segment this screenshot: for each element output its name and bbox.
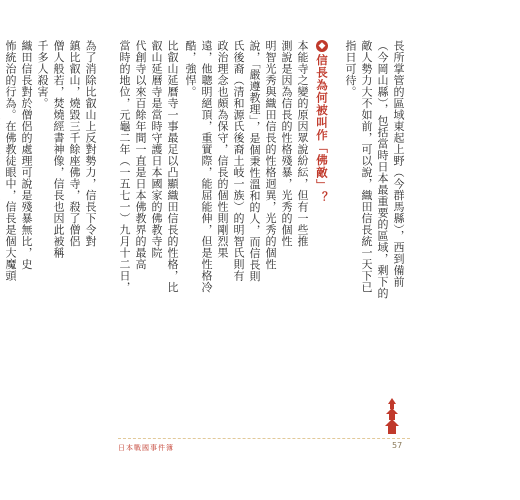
text-body (120, 40, 405, 425)
text-column: 明智光秀與織田信長的性格迥異，光秀的個性 (264, 40, 277, 270)
text-column: 鎮比叡山，燒毀三千餘座佛寺，殺了僧侶 (68, 40, 81, 247)
text-column: 怖統治的行為。在佛教徒眼中，信長是個大魔頭 (4, 40, 17, 282)
pagoda-icon (385, 398, 399, 434)
text-column: 說，「嚴遵教理」，是個秉性溫和的人，而信長則 (248, 40, 261, 282)
section-marker-icon: ◆ (316, 40, 328, 52)
text-column: 測說是因為信長的性格殘暴，光秀的個性 (280, 40, 293, 247)
footer-rule (118, 438, 410, 439)
text-column: 比叡山延曆寺一事最足以凸顯織田信長的性格，比 (166, 40, 179, 293)
text-column: 為了消除比叡山上反對勢力，信長下令對 (84, 40, 97, 247)
text-body-left (0, 40, 95, 425)
text-column: 叡山延曆寺是當時守護日本國家的佛教寺院 (150, 40, 163, 259)
text-column: 長所掌管的區域東起上野（今群馬縣），西到備前 (392, 40, 405, 288)
text-column (0, 40, 1, 425)
text-column: 千多人殺害。 (36, 40, 49, 109)
text-column: 本能寺之變的原因眾說紛紜，但有一些推 (296, 40, 309, 247)
running-footer: 日本戰國事件簿 (118, 444, 174, 452)
page-number: 57 (392, 441, 403, 450)
text-column: 酷，強悍。 (184, 40, 197, 98)
text-column: 當時的地位，元龜二年（一五七一）九月十二日， (118, 40, 131, 293)
text-column: 氏後裔（清和源氏後裔土岐一族）的明智氏則有 (232, 40, 245, 282)
text-column: 遠，他聰明絕頂，重實際，能屈能伸，但是性格冷 (200, 40, 213, 293)
text-column: （今岡山縣），包括當時日本最重要的區域，剩下的 (376, 40, 389, 299)
text-column: 政治理念也頗為保守，信長的個性則剛烈果 (216, 40, 229, 259)
section-heading: 信長為何被叫作「佛敵」？ (315, 54, 329, 204)
text-column: 指日可待。 (344, 40, 357, 98)
text-column: 織田信長對於僧侶的處理可說是殘暴無比，史 (20, 40, 33, 270)
text-column: 敵人勢力大不如前，可以說，織田信長統一天下已 (360, 40, 373, 293)
text-column: 代創寺以來百餘年間一直是日本佛教界的最高 (134, 40, 147, 270)
text-column: 僧人般若，焚燒經書神像，信長也因此被稱 (52, 40, 65, 259)
